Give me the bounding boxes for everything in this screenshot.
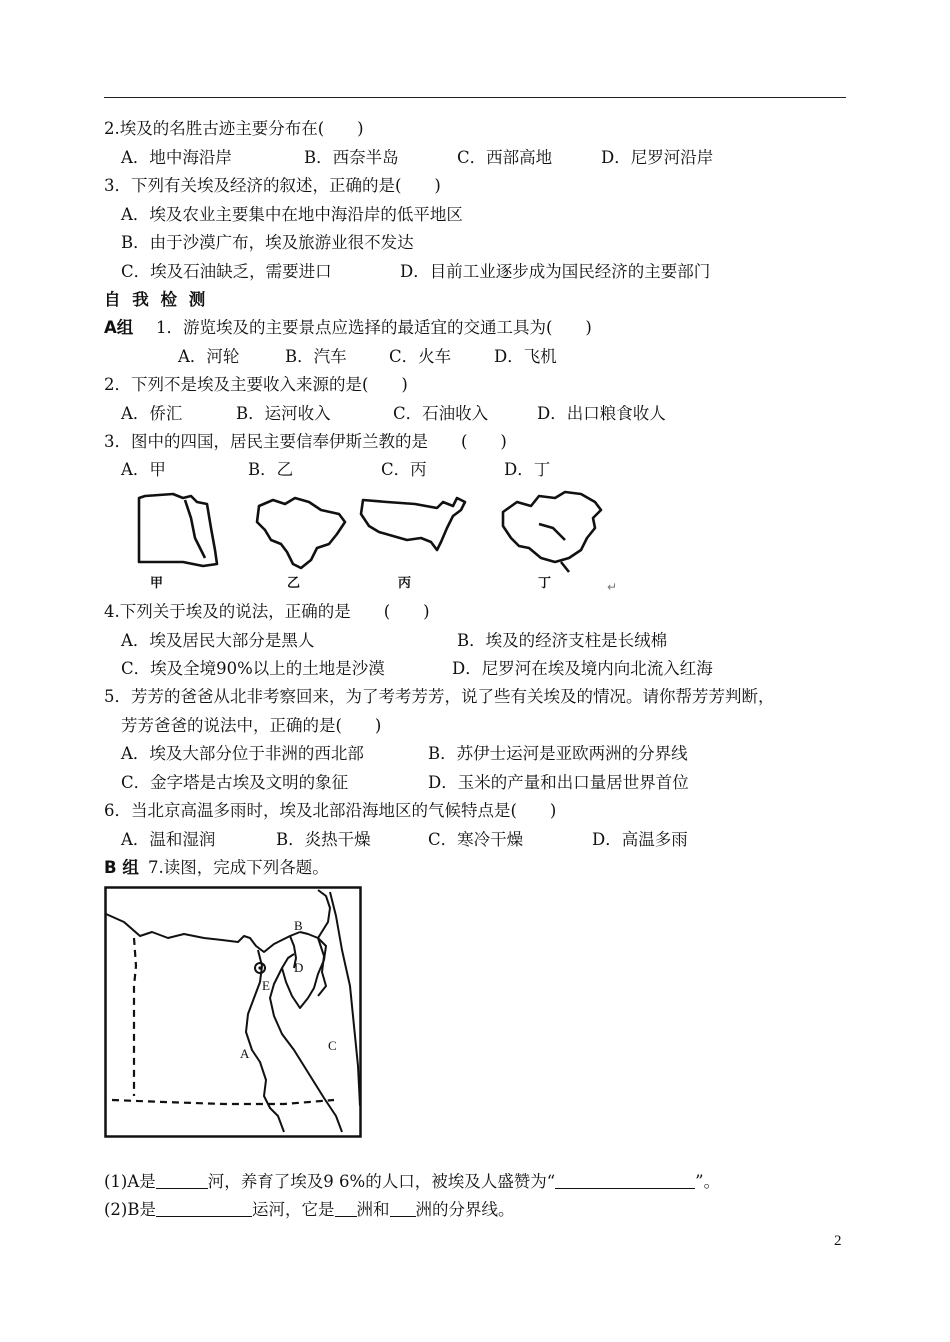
sub2-prefix: (2)B是 — [104, 1200, 156, 1219]
usa-outline — [361, 498, 465, 550]
sc-question-7-stem: 7.读图，完成下列各题。 — [148, 858, 329, 877]
map-label-d: D — [294, 960, 304, 975]
egypt-outline — [139, 494, 217, 566]
header-rule — [104, 97, 846, 98]
mediterranean-coastline — [106, 914, 300, 952]
question-2-option-d: D．尼罗河沿岸 — [601, 148, 714, 167]
western-border — [134, 938, 136, 1096]
sub1-prefix: (1)A是 — [104, 1172, 156, 1191]
group-a-label: A组 — [104, 318, 134, 337]
china-outline — [503, 492, 601, 572]
sc-question-6-option-a: A．温和湿润 — [121, 830, 216, 849]
eastern-border-north — [318, 890, 330, 938]
sub2-suffix: 洲的分界线。 — [415, 1200, 515, 1219]
page-number: 2 — [834, 1233, 842, 1249]
sc-question-2-option-d: D．出口粮食收人 — [537, 404, 666, 423]
self-check-heading: 自 我 检 测 — [104, 290, 209, 309]
sc-question-5-stem-line1: 5．芳芳的爸爸从北非考察回来，为了考考芳芳，说了些有关埃及的情况。请你帮芳芳判断， — [104, 687, 775, 706]
east-boundary — [330, 892, 360, 1106]
map-caption-yi: 乙 — [287, 576, 301, 591]
sub1-middle: 河，养育了埃及9 6%的人口，被埃及人盛赞为“ — [207, 1172, 556, 1191]
sc-question-2-stem: 2．下列不是埃及主要收入来源的是( ) — [104, 375, 408, 394]
sc-question-2-option-b: B．运河收入 — [236, 404, 331, 423]
sc-question-1-option-a: A．河轮 — [178, 347, 240, 366]
sc-question-3-stem: 3．图中的四国，居民主要信奉伊斯兰教的是 ( ) — [104, 432, 507, 451]
map-label-e: E — [262, 978, 270, 993]
southern-border — [112, 1100, 334, 1104]
sub2-and: 洲和 — [356, 1200, 390, 1219]
sc-question-4-stem: 4.下列关于埃及的说法，正确的是 ( ) — [104, 602, 430, 621]
map-label-c: C — [328, 1038, 337, 1053]
question-2-option-a: A．地中海沿岸 — [121, 148, 232, 167]
sc-question-5-option-b: B．苏伊士运河是亚欧两洲的分界线 — [428, 744, 688, 763]
map-caption-jia: 甲 — [150, 576, 164, 591]
brazil-outline — [257, 498, 345, 568]
sc-question-4-option-c: C．埃及全境90%以上的土地是沙漠 — [121, 659, 385, 678]
sc-question-1-stem: 1．游览埃及的主要景点应选择的最适宜的交通工具为( ) — [156, 318, 592, 337]
sc-question-7-sub2 — [104, 1200, 515, 1220]
question-3-option-b: B．由于沙漠广布，埃及旅游业很不发达 — [121, 233, 414, 252]
question-3-option-a: A．埃及农业主要集中在地中海沿岸的低平地区 — [121, 205, 463, 224]
question-3-option-c: C．埃及石油缺乏，需要进口 — [121, 262, 332, 281]
sc-question-5-option-a: A．埃及大部分位于非洲的西北部 — [121, 744, 364, 763]
return-mark-icon: ↵ — [607, 580, 618, 594]
answer-blank-continent-2[interactable] — [390, 1200, 416, 1217]
question-2-stem: 2.埃及的名胜古迹主要分布在( ) — [104, 119, 364, 138]
group-b-label: B 组 — [104, 858, 139, 877]
sc-question-4-option-d: D．尼罗河在埃及境内向北流入红海 — [452, 659, 713, 678]
sc-question-3-option-c: C．丙 — [381, 460, 427, 479]
egypt-map — [104, 886, 362, 1138]
sc-question-3-option-d: D．丁 — [504, 460, 551, 479]
question-3-option-d: D．目前工业逐步成为国民经济的主要部门 — [400, 262, 711, 281]
sc-question-6-option-d: D．高温多雨 — [592, 830, 688, 849]
sc-question-2-option-a: A．侨汇 — [121, 404, 183, 423]
answer-blank-nile-title[interactable] — [555, 1172, 695, 1189]
sc-question-1-option-c: C．火车 — [389, 347, 452, 366]
country-outline-maps — [125, 488, 625, 576]
answer-blank-continent-1[interactable] — [335, 1200, 357, 1217]
map-caption-bing: 丙 — [398, 576, 412, 591]
sc-question-3-option-a: A．甲 — [121, 460, 166, 479]
sc-question-5-option-d: D．玉米的产量和出口量居世界首位 — [428, 773, 689, 792]
sc-question-7-sub1 — [104, 1172, 720, 1192]
sc-question-5-option-c: C．金字塔是古埃及文明的象征 — [121, 773, 349, 792]
answer-blank-canal[interactable] — [156, 1200, 252, 1217]
sc-question-4-option-b: B．埃及的经济支柱是长绒棉 — [457, 631, 668, 650]
question-3-stem: 3．下列有关埃及经济的叙述，正确的是( ) — [104, 176, 441, 195]
answer-blank-a-river[interactable] — [156, 1172, 208, 1189]
question-2-option-c: C．西部高地 — [457, 148, 553, 167]
sc-question-1-option-b: B．汽车 — [285, 347, 347, 366]
sc-question-6-option-c: C．寒冷干燥 — [428, 830, 524, 849]
map-label-a: A — [240, 1046, 250, 1061]
sc-question-6-stem: 6．当北京高温多雨时，埃及北部沿海地区的气候特点是( ) — [104, 801, 557, 820]
aqaba-coast — [318, 938, 326, 996]
question-2-option-b: B．西奈半岛 — [304, 148, 399, 167]
sub2-middle: 运河，它是 — [252, 1200, 335, 1219]
sub1-suffix: ”。 — [695, 1172, 721, 1191]
sc-question-6-option-b: B．炎热干燥 — [276, 830, 371, 849]
sc-question-1-option-d: D．飞机 — [494, 347, 557, 366]
map-caption-ding: 丁 — [538, 576, 552, 591]
sc-question-3-option-b: B．乙 — [248, 460, 294, 479]
map-label-b: B — [294, 918, 303, 933]
sc-question-5-stem-line2: 芳芳爸爸的说法中，正确的是( ) — [121, 716, 382, 735]
sc-question-2-option-c: C．石油收入 — [393, 404, 489, 423]
sc-question-4-option-a: A．埃及居民大部分是黑人 — [121, 631, 315, 650]
